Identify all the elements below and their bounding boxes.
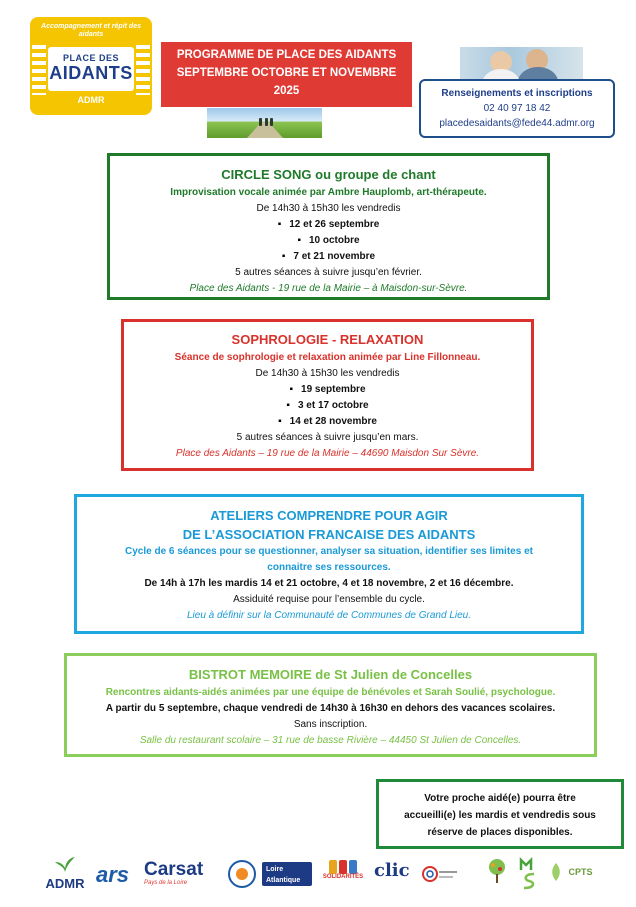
logo-plate: [48, 47, 134, 91]
date-item: ▪ 19 septembre: [124, 382, 531, 398]
respite-note-box: [376, 779, 624, 849]
respite-line-2: accueilli(e) les mardis et vendredis sous: [404, 810, 596, 821]
program-schedule: De 14h30 à 15h30 les vendredis: [255, 368, 400, 379]
program-schedule: De 14h30 à 15h30 les vendredis: [256, 203, 401, 214]
cpts-text: CPTS: [568, 867, 593, 877]
logo-line1: PLACE DES: [62, 53, 119, 63]
program-place: Place des Aidants - 19 rue de la Mairie – à Maisdon-sur-Sèvre.: [189, 283, 468, 294]
logo-admr-brand: ADMR: [77, 95, 105, 105]
logo-tagline: Accompagnement et répit des aidants: [41, 23, 141, 38]
contact-phone[interactable]: 02 40 97 18 42: [483, 103, 551, 114]
program-followup: 5 autres séances à suivre jusqu’en mars.: [236, 432, 419, 443]
program-subtitle-line-2: connaitre ses ressources.: [267, 562, 391, 573]
program-schedule: A partir du 5 septembre, chaque vendredi de 14h30 à 16h30 en dehors des vacances scolaires.: [105, 703, 556, 714]
program-subtitle-line-1: Cycle de 6 séances pour se questionner, analyser sa situation, identifier ses limites et: [125, 546, 533, 557]
cpts-logo: [548, 862, 598, 882]
date-item: ▪ 7 et 21 novembre: [110, 249, 547, 265]
respite-line-3: réserve de places disponibles.: [427, 827, 573, 838]
loire-atlantique-logo: Loire Atlantique: [262, 862, 312, 886]
contact-box: [419, 79, 615, 138]
program-schedule: De 14h à 17h les mardis 14 et 21 octobre, 4 et 18 novembre, 2 et 16 décembre.: [144, 578, 514, 589]
title-line-1: PROGRAMME DE PLACE DES AIDANTS: [176, 49, 397, 61]
contact-title: Renseignements et inscriptions: [441, 88, 593, 99]
ms-logo: [518, 856, 540, 890]
clic-logo: [374, 860, 414, 881]
program-subtitle: Rencontres aidants-aidés animées par une équipe de bénévoles et Sarah Soulié, psychologue.: [105, 687, 556, 698]
department-seal-icon: [228, 860, 256, 888]
program-title: SOPHROLOGIE - RELAXATION: [231, 332, 424, 347]
walking-path-photo: [207, 108, 322, 138]
program-bistrot-memoire: [64, 653, 597, 757]
program-note: Assiduité requise pour l’ensemble du cycle.: [233, 594, 425, 605]
program-title-line-1: ATELIERS COMPRENDRE POUR AGIR: [210, 508, 448, 523]
date-item: ▪ 14 et 28 novembre: [124, 414, 531, 430]
title-line-2: SEPTEMBRE OCTOBRE ET NOVEMBRE: [176, 67, 397, 79]
photo-walker: [270, 118, 273, 126]
photo-walker: [259, 118, 262, 126]
ars-text: ars: [96, 862, 130, 887]
program-place: Place des Aidants – 19 rue de la Mairie – 44690 Maisdon Sur Sèvre.: [175, 448, 480, 459]
cpts-leaf-icon: [548, 862, 564, 882]
ars-logo: [96, 862, 138, 888]
photo-walker: [265, 118, 268, 126]
program-sophrologie: [121, 319, 534, 471]
tree-icon: [486, 858, 508, 888]
admr-logo: [40, 856, 90, 890]
admr-text: ADMR: [45, 876, 85, 891]
program-subtitle: Improvisation vocale animée par Ambre Hauplomb, art-thérapeute.: [170, 187, 487, 198]
program-followup: 5 autres séances à suivre jusqu’en février.: [235, 267, 422, 278]
program-place: Lieu à définir sur la Communauté de Communes de Grand Lieu.: [186, 610, 472, 621]
title-line-3: 2025: [273, 85, 300, 97]
carsat-logo: [144, 860, 224, 886]
program-dates: [110, 217, 547, 265]
program-title-line-2: DE L’ASSOCIATION FRANCAISE DES AIDANTS: [182, 527, 476, 542]
program-title: BISTROT MEMOIRE de St Julien de Concelles: [188, 667, 473, 682]
program-subtitle: Séance de sophrologie et relaxation animée par Line Fillonneau.: [174, 352, 481, 363]
place-des-aidants-logo: [30, 17, 152, 115]
cpts-tree-logo: [486, 858, 508, 890]
clic-text: clic: [374, 860, 410, 881]
programme-title: [161, 42, 412, 107]
program-title: CIRCLE SONG ou groupe de chant: [221, 167, 436, 182]
contact-email[interactable]: placedesaidants@fede44.admr.org: [439, 118, 595, 129]
carsat-subtext: Pays de la Loire: [144, 880, 188, 886]
program-place: Salle du restaurant scolaire – 31 rue de basse Rivière – 44450 St Julien de Concelles.: [139, 735, 522, 746]
logo-line2: AIDANTS: [49, 63, 133, 83]
swirl-icon: [422, 864, 458, 884]
date-item: ▪ 12 et 26 septembre: [110, 217, 547, 233]
date-item: ▪ 10 octobre: [110, 233, 547, 249]
solidarites-logo: [320, 860, 366, 880]
carsat-text: Carsat: [144, 859, 204, 880]
logo-left-stripes: [32, 45, 46, 95]
partner-swirl-logo: [422, 864, 458, 884]
program-circle-song: [107, 153, 550, 300]
program-dates: [124, 382, 531, 430]
program-note: Sans inscription.: [293, 719, 368, 730]
respite-line-1: Votre proche aidé(e) pourra être: [424, 793, 576, 804]
date-item: ▪ 3 et 17 octobre: [124, 398, 531, 414]
program-ateliers: [74, 494, 584, 634]
logo-right-stripes: [136, 45, 150, 95]
admr-leaf-icon: [54, 856, 76, 872]
solidarites-text: SOLIDARITÉS: [322, 874, 364, 880]
ms-icon: [518, 856, 540, 890]
partner-logos: [40, 856, 600, 896]
